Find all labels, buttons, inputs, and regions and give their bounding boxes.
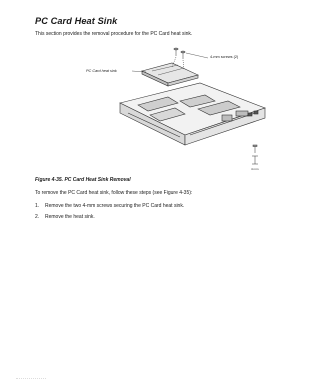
section-title: PC Card Heat Sink [35, 16, 118, 26]
page-footer-rule [16, 378, 46, 380]
heat-sink-callout: PC Card heat sink [86, 69, 117, 73]
step-text: Remove the heat sink. [45, 214, 95, 220]
procedure-step [35, 203, 184, 209]
pc-card-heat-sink [142, 63, 198, 86]
procedure-step [35, 214, 95, 220]
computer-exploded-illustration [80, 43, 275, 173]
section-intro: This section provides the removal procedure for the PC Card heat sink. [35, 31, 193, 37]
heat-sink-removal-figure [80, 43, 275, 173]
step-number: 2. [35, 214, 40, 220]
figure-caption: Figure 4-35. PC Card Heat Sink Removal [35, 177, 131, 183]
procedure-lead: To remove the PC Card heat sink, follow these steps (see Figure 4-35): [35, 190, 193, 196]
screw-scale-icon [252, 145, 258, 164]
chassis-top [120, 83, 265, 135]
screws-callout: 4-mm screws (2) [210, 55, 239, 59]
screw-scale-label: 4 mm [251, 167, 259, 171]
step-number: 1. [35, 203, 40, 209]
step-text: Remove the two 4-mm screws securing the PC Card heat sink. [45, 203, 185, 209]
